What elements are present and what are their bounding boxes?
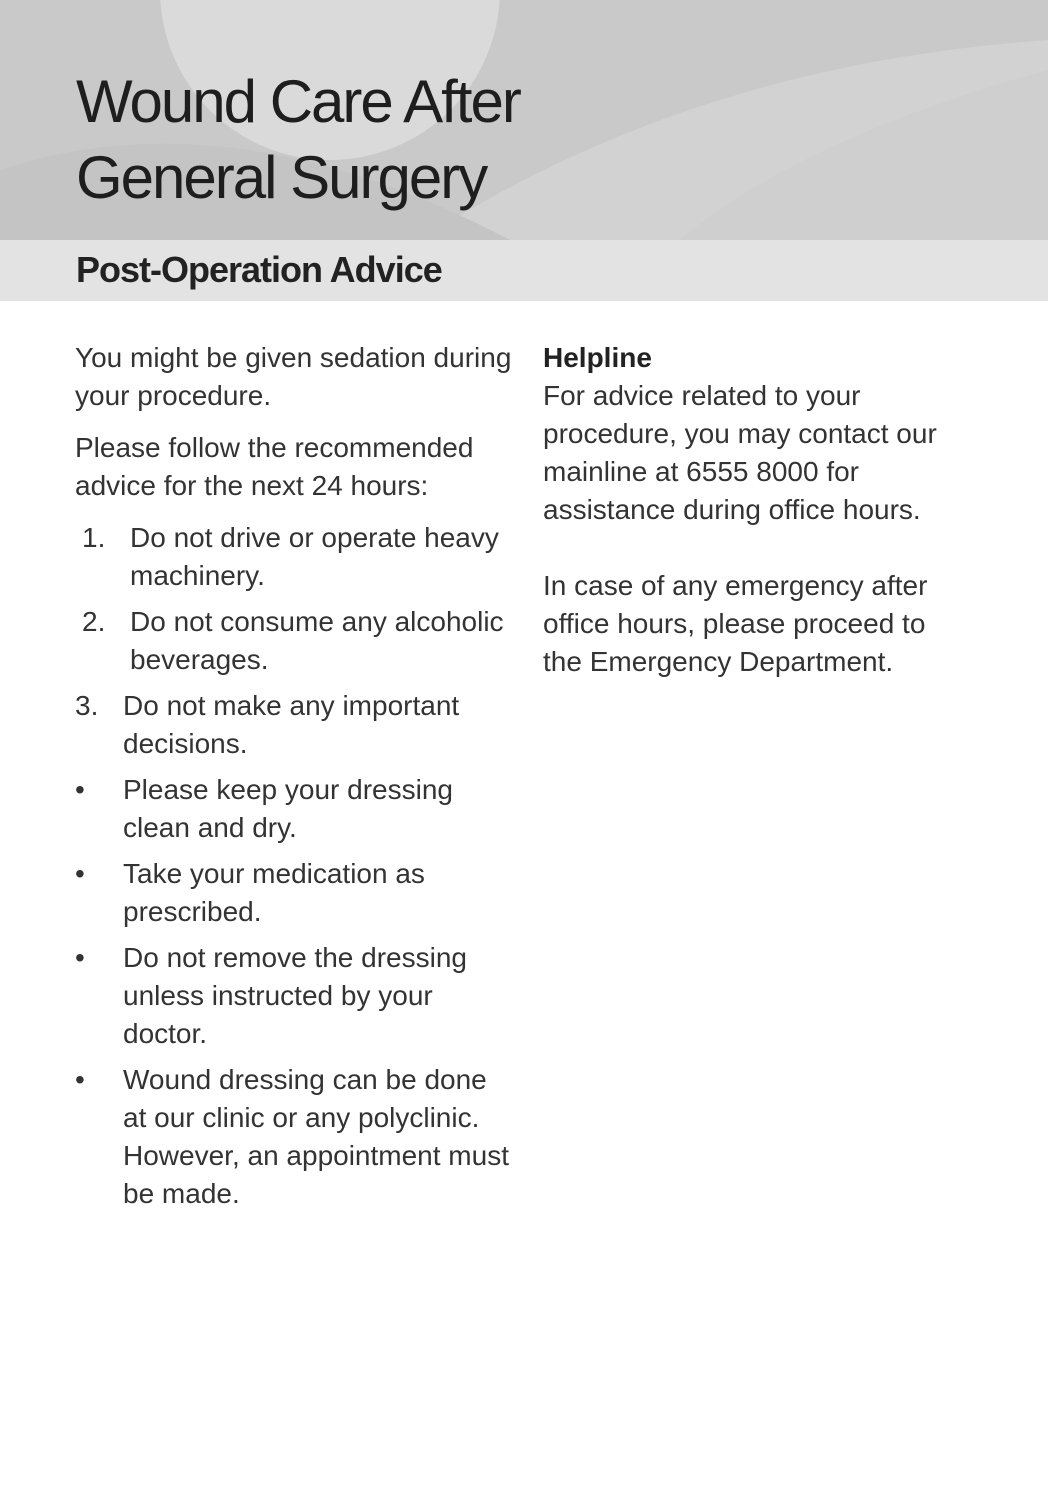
list-item-text: Do not remove the dressing unless instructed by your doctor. [123,942,467,1049]
left-column [75,339,515,1221]
page-title-line-1: Wound Care After [76,68,520,135]
list-item-text: Take your medication as prescribed. [123,858,425,927]
list-item [75,855,515,931]
helpline-heading: Helpline [543,342,652,373]
list-number: 3. [75,690,99,721]
intro-paragraph-sedation: You might be given sedation during your procedure. [75,342,512,411]
numbered-list [75,519,515,763]
list-item-text: Do not drive or operate heavy machinery. [130,522,499,591]
page-title [76,64,520,216]
list-item [75,687,515,763]
list-item-text: Do not make any important decisions. [123,690,460,759]
list-item-text: Please keep your dressing clean and dry. [123,774,453,843]
list-number: 2. [82,606,106,637]
bullet-list [75,771,515,1213]
bullet-icon: • [75,858,85,889]
bullet-icon: • [75,774,85,805]
list-item [75,1061,515,1213]
intro-paragraph-advice: Please follow the recommended advice for the next 24 hours: [75,432,474,501]
section-title: Post-Operation Advice [76,249,442,290]
bullet-icon: • [75,942,85,973]
list-item [75,771,515,847]
list-number: 1. [82,522,106,553]
right-column [543,339,963,719]
bullet-icon: • [75,1064,85,1095]
emergency-paragraph: In case of any emergency after office hours, please proceed to the Emergency Department. [543,570,928,677]
page-title-line-2: General Surgery [76,144,487,211]
list-item-text: Wound dressing can be done at our clinic or any polyclinic. However, an appointment must be made. [123,1064,509,1209]
list-item [75,603,515,679]
helpline-paragraph: For advice related to your procedure, you may contact our mainline at 6555 8000 for assistance during office hours. [543,380,937,525]
list-item-text: Do not consume any alcoholic beverages. [130,606,504,675]
header-banner [0,0,1048,240]
list-item [75,519,515,595]
list-item [75,939,515,1053]
